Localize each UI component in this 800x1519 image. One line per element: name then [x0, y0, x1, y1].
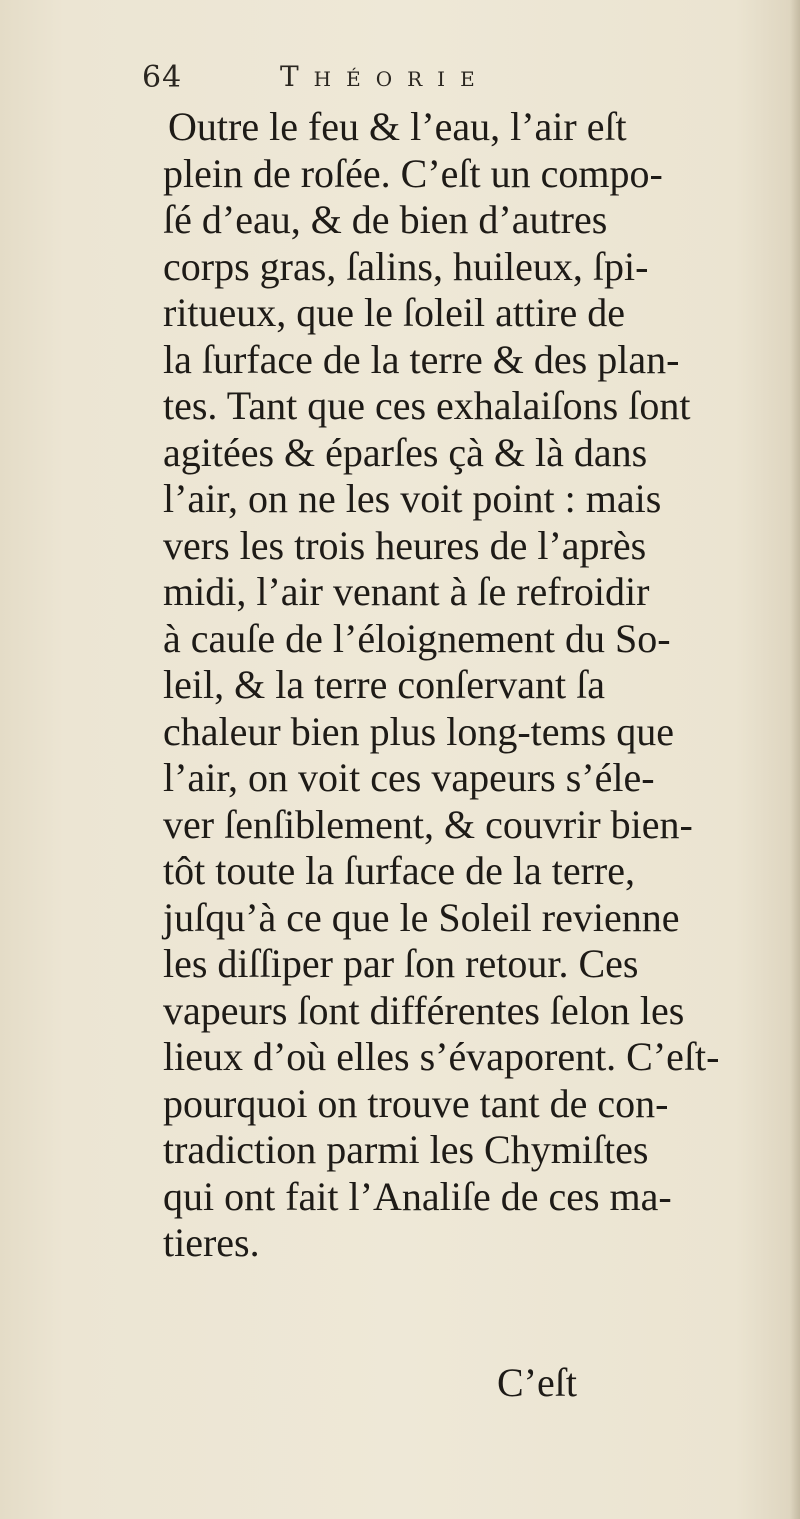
text-line: midi, l’air venant à ſe refroidir — [163, 569, 650, 614]
text-line: tradiction parmi les Chymiſtes — [163, 1127, 649, 1172]
text-line: l’air, on ne les voit point : mais — [163, 476, 662, 521]
text-line: ſé d’eau, & de bien d’autres — [163, 197, 608, 242]
text-line: ver ſenſiblement, & couvrir bien- — [163, 801, 693, 847]
text-line: la ſurface de la terre & des plan- — [163, 336, 680, 382]
running-head: Théorie — [280, 60, 490, 93]
text-line: l’air, on voit ces vapeurs s’éle- — [163, 755, 655, 800]
text-line: tieres. — [163, 1220, 260, 1265]
text-line: agitées & éparſes çà & là dans — [163, 429, 648, 475]
text-line: vers les trois heures de l’après — [163, 522, 647, 568]
text-line: chaleur bien plus long-tems que — [163, 708, 674, 754]
page-header — [142, 60, 622, 104]
text-line: corps gras, ſalins, huileux, ſpi- — [163, 243, 649, 289]
page-number: 64 — [142, 60, 183, 95]
text-line: lieux d’où elles s’évaporent. C’eſt- — [163, 1034, 720, 1079]
text-line: tes. Tant que ces exhalaiſons ſont — [163, 383, 691, 428]
text-line: à cauſe de l’éloignement du So- — [163, 615, 671, 661]
text-line: tôt toute la ſurface de la terre, — [163, 848, 635, 893]
text-line: vapeurs ſont différentes ſelon les — [163, 987, 685, 1033]
text-line: leil, & la terre conſervant ſa — [163, 662, 606, 707]
page-edge-shadow — [790, 0, 800, 1519]
text-line: qui ont fait l’Analiſe de ces ma- — [163, 1173, 672, 1219]
text-line: les diſſiper par ſon retour. Ces — [163, 941, 639, 986]
text-line: plein de roſée. C’eſt un compo- — [163, 150, 663, 196]
text-line: pourquoi on trouve tant de con- — [163, 1080, 669, 1126]
body-text — [163, 104, 783, 1267]
text-line: ritueux, que le ſoleil attire de — [163, 290, 626, 335]
catchword: C’eſt — [497, 1360, 577, 1405]
text-line: Outre le feu & l’eau, l’air eſt — [168, 104, 627, 149]
text-line: juſqu’à ce que le Soleil revienne — [163, 894, 680, 940]
